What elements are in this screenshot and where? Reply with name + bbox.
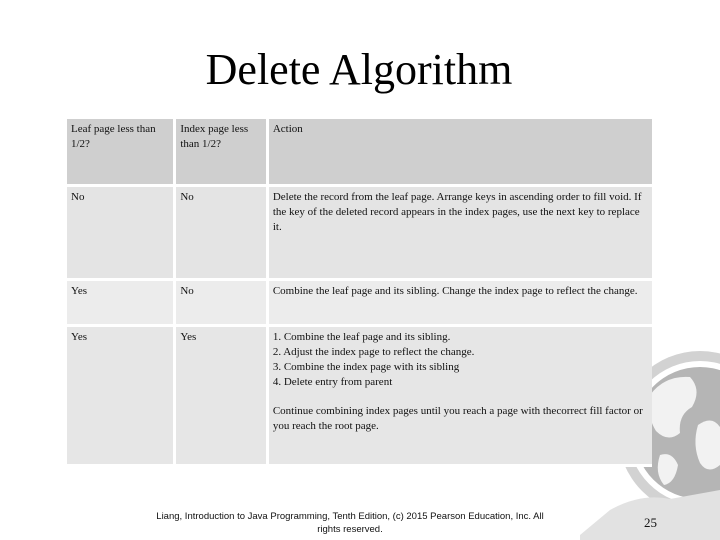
cell-leaf: Yes	[67, 327, 176, 467]
cell-leaf: Yes	[67, 281, 176, 327]
header-action: Action	[269, 119, 652, 187]
page-number: 25	[644, 515, 657, 530]
cell-index: Yes	[176, 327, 269, 467]
cell-action	[269, 327, 652, 467]
table-header-row	[67, 119, 652, 187]
footer-line: rights reserved.	[317, 524, 383, 535]
action-step: 1. Combine the leaf page and its sibling.	[272, 331, 451, 343]
table-row	[67, 187, 652, 281]
table-row	[67, 281, 652, 327]
table-row	[67, 327, 652, 467]
action-note: Continue combining index pages until you reach a page with thecorrect fill factor or you reach the root page.	[272, 405, 643, 432]
cell-leaf: No	[67, 187, 176, 281]
header-index: Index page less than 1/2?	[176, 119, 269, 187]
page-title: Delete Algorithm	[205, 45, 513, 94]
footer-citation	[140, 510, 560, 536]
cell-index: No	[176, 281, 269, 327]
action-step: 2. Adjust the index page to reflect the change.	[272, 346, 475, 358]
cell-action: Delete the record from the leaf page. Arrange keys in ascending order to fill void. If the key of the deleted record appears in the index pages, use the next key to replace it.	[269, 187, 652, 281]
footer-line: Liang, Introduction to Java Programming, Tenth Edition, (c) 2015 Pearson Education, Inc. All	[156, 511, 544, 522]
action-step: 4. Delete entry from parent	[272, 376, 393, 388]
cell-action: Combine the leaf page and its sibling. Change the index page to reflect the change.	[269, 281, 652, 327]
action-step: 3. Combine the index page with its sibling	[272, 361, 460, 373]
delete-algorithm-table	[67, 119, 652, 467]
cell-index: No	[176, 187, 269, 281]
header-leaf: Leaf page less than 1/2?	[67, 119, 176, 187]
